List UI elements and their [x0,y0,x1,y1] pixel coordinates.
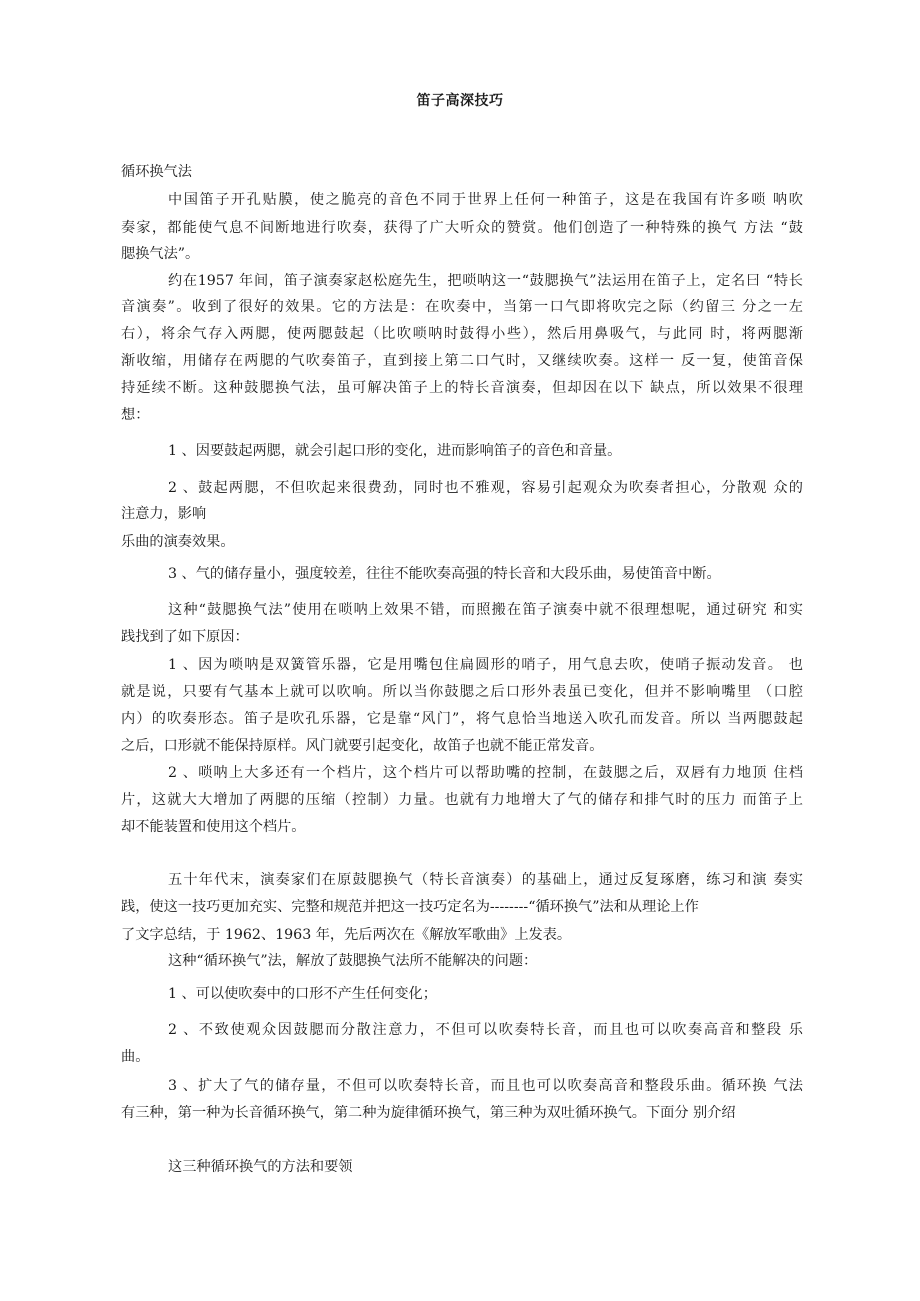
list-item: 曲。 [121,1049,150,1065]
paragraph-line: 践找到了如下原因： [121,629,249,645]
paragraph-line: 持延续不断。这种鼓腮换气法，虽可解决笛子上的特长音演奏，但却因在以下 缺点，所以效果不很理 [121,380,803,396]
closing-line: 这三种循环换气的方法和要领 [168,1159,353,1175]
list-item: 3 、扩大了气的储存量，不但可以吹奏特长音，而且也可以吹奏高音和整段乐曲。循环换 气法 [168,1078,803,1094]
list-item: 2 、唢呐上大多还有一个档片，这个档片可以帮助嘴的控制，在鼓腮之后，双唇有力地顶 住档 [168,765,803,781]
list-item: 有三种，第一种为长音循环换气，第二种为旋律循环换气，第三种为双吐循环换气。下面分 别介绍 [121,1105,736,1121]
paragraph-line: 中国笛子开孔贴膜，使之脆亮的音色不同于世界上任何一种笛子，这是在我国有许多唢 呐吹 [168,192,803,208]
paragraph-line: 想： [121,407,150,423]
paragraph-line: 这种“循环换气”法，解放了鼓腮换气法所不能解决的问题： [168,953,538,969]
list-item: 2 、不致使观众因鼓腮而分散注意力，不但可以吹奏特长音，而且也可以吹奏高音和整段 乐 [168,1022,803,1038]
list-item: 3 、气的储存量小，强度较差，往往不能吹奏高强的特长音和大段乐曲，易使笛音中断。 [168,566,721,582]
list-item: 2 、鼓起两腮，不但吹起来很费劲，同时也不雅观，容易引起观众为吹奏者担心，分散观 众的 [168,480,803,496]
paragraph-line: 右），将余气存入两腮，使两腮鼓起（比吹唢呐时鼓得小些），然后用鼻吸气，与此同 时，将两腮渐 [121,326,803,342]
list-item: 却不能装置和使用这个档片。 [121,819,306,835]
paragraph-line: 音演奏”。收到了很好的效果。它的方法是：在吹奏中，当第一口气即将吹完之际（约留三 分之一左 [121,299,803,315]
list-item: 乐曲的演奏效果。 [121,534,235,550]
list-item: 注意力，影响 [121,506,207,522]
paragraph-line: 腮换气法”。 [121,246,200,262]
list-item: 就是说，只要有气基本上就可以吹响。所以当你鼓腮之后口形外表虽已变化，但并不影响嘴里 （口腔 [121,684,803,700]
list-item: 内）的吹奏形态。笛子是吹孔乐器，它是靠“风门”，将气息恰当地送入吹孔而发音。所以 当两腮鼓起 [121,711,803,727]
paragraph-line: 践，使这一技巧更加充实、完整和规范并把这一技巧定名为--------“循环换气”法和从理论上作 [121,899,699,915]
document-title: 笛子高深技巧 [416,93,504,109]
list-item: 之后，口形就不能保持原样。风门就要引起变化，故笛子也就不能正常发音。 [121,738,604,754]
section-heading: 循环换气法 [121,164,192,180]
paragraph-line: 约在1957 年间，笛子演奏家赵松庭先生，把唢呐这一“鼓腮换气”法运用在笛子上，定名曰 “特长 [168,273,803,289]
paragraph-line: 了文字总结，于 1962、1963 年，先后两次在《解放军歌曲》上发表。 [121,927,572,943]
paragraph-line: 这种“鼓腮换气法”使用在唢呐上效果不错，而照搬在笛子演奏中就不很理想呢，通过研究 和实 [168,602,803,618]
list-item: 1 、因要鼓起两腮，就会引起口形的变化，进而影响笛子的音色和音量。 [168,443,622,459]
paragraph-line: 五十年代末，演奏家们在原鼓腮换气（特长音演奏）的基础上，通过反复琢磨，练习和演 奏实 [168,872,803,888]
paragraph-line: 渐收缩，用储存在两腮的气吹奏笛子，直到接上第二口气时，又继续吹奏。这样一 反一复，使笛音保 [121,353,803,369]
paragraph-line: 奏家，都能使气息不间断地进行吹奏，获得了广大听众的赞赏。他们创造了一种特殊的换气 方法 “鼓 [121,220,803,236]
list-item: 1 、可以使吹奏中的口形不产生任何变化； [168,986,437,1002]
list-item: 片，这就大大增加了两腮的压缩（控制）力量。也就有力地增大了气的储存和排气时的压力 而笛子上 [121,792,803,808]
list-item: 1 、因为唢呐是双簧管乐器，它是用嘴包住扁圆形的哨子，用气息去吹，使哨子振动发音。 也 [168,657,803,673]
